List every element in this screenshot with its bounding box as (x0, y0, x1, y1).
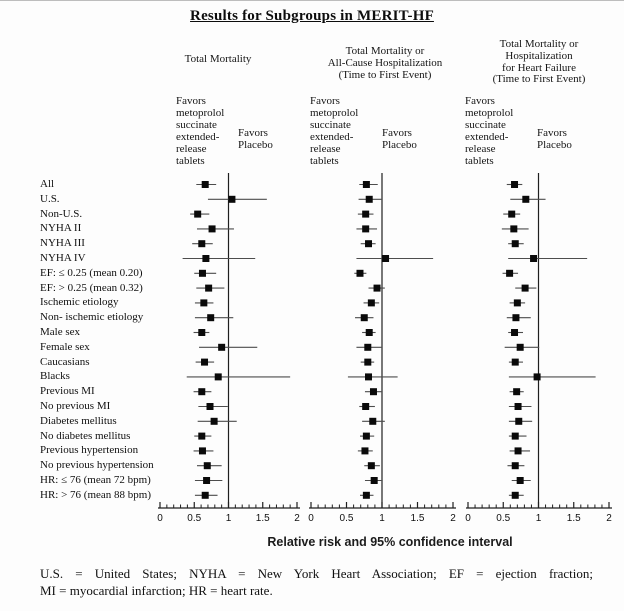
axis-tick-label: 2 (606, 513, 612, 524)
panel-3 (465, 173, 612, 524)
point-estimate-marker (374, 285, 381, 292)
point-estimate-marker (514, 299, 521, 306)
row-label-16: No previous MI (40, 400, 111, 412)
point-estimate-marker (517, 477, 524, 484)
row-label-5: NYHA III (40, 237, 85, 250)
axis-tick-label: 1 (225, 513, 232, 524)
point-estimate-marker (202, 255, 209, 262)
axis-tick-label: 1 (535, 513, 542, 524)
point-estimate-marker (364, 344, 371, 351)
favors-treatment-line: release (176, 143, 207, 155)
point-estimate-marker (361, 447, 368, 454)
point-estimate-marker (209, 225, 216, 232)
point-estimate-marker (512, 359, 519, 366)
point-estimate-marker (207, 403, 214, 410)
panel-2 (308, 173, 456, 524)
point-estimate-marker (364, 359, 371, 366)
point-estimate-marker (362, 211, 369, 218)
point-estimate-marker (513, 388, 520, 395)
figure-title: Results for Subgroups in MERIT-HF (190, 8, 434, 24)
point-estimate-marker (198, 329, 205, 336)
axis-tick-label: 2 (450, 513, 456, 524)
point-estimate-marker (371, 477, 378, 484)
favors-treatment-line: extended- (176, 131, 220, 143)
point-estimate-marker (512, 240, 519, 247)
row-label-9: Ischemic etiology (40, 296, 119, 309)
row-label-6: NYHA IV (40, 252, 86, 264)
axis-tick-label: 2 (294, 513, 300, 524)
point-estimate-marker (362, 225, 369, 232)
point-estimate-marker (363, 433, 370, 440)
panel-title-line: All-Cause Hospitalization (327, 56, 443, 69)
point-estimate-marker (530, 255, 537, 262)
point-estimate-marker (508, 211, 515, 218)
row-label-7: EF: ≤ 0.25 (mean 0.20) (40, 266, 143, 279)
point-estimate-marker (198, 433, 205, 440)
forest-plot-svg (0, 1, 624, 611)
point-estimate-marker (205, 285, 212, 292)
point-estimate-marker (199, 447, 206, 454)
point-estimate-marker (194, 211, 201, 218)
point-estimate-marker (522, 196, 529, 203)
point-estimate-marker (515, 418, 522, 425)
point-estimate-marker (200, 299, 207, 306)
point-estimate-marker (515, 447, 522, 454)
row-label-18: No diabetes mellitus (40, 429, 131, 442)
favors-treatment-line: extended- (465, 131, 509, 143)
point-estimate-marker (215, 373, 222, 380)
row-label-20: No previous hypertension (40, 459, 154, 472)
point-estimate-marker (228, 196, 235, 203)
point-estimate-marker (512, 314, 519, 321)
point-estimate-marker (512, 433, 519, 440)
point-estimate-marker (515, 403, 522, 410)
point-estimate-marker (363, 181, 370, 188)
favors-treatment-line: tablets (310, 155, 339, 167)
row-label-4: NYHA II (40, 222, 82, 235)
point-estimate-marker (511, 181, 518, 188)
point-estimate-marker (366, 329, 373, 336)
point-estimate-marker (199, 270, 206, 277)
row-label-1: All (40, 178, 55, 190)
point-estimate-marker (370, 388, 377, 395)
point-estimate-marker (218, 344, 225, 351)
favors-treatment-line: Favors (465, 95, 495, 107)
point-estimate-marker (366, 196, 373, 203)
panel-title-line: Total Mortality or (499, 38, 579, 50)
point-estimate-marker (362, 403, 369, 410)
point-estimate-marker (361, 314, 368, 321)
favors-treatment-line: release (465, 143, 496, 155)
favors-treatment-line: release (310, 143, 341, 155)
favors-treatment-line: metoprolol (465, 107, 514, 119)
favors-placebo-line: Placebo (537, 139, 572, 151)
panel-title-line: Hospitalization (505, 49, 573, 62)
row-label-12: Female sex (40, 340, 90, 353)
point-estimate-marker (198, 240, 205, 247)
point-estimate-marker (368, 299, 375, 306)
row-label-10: Non- ischemic etiology (40, 311, 144, 324)
panel-title-line: Total Mortality or (345, 45, 425, 57)
footnote-line-1: U.S. = United States; NYHA = New York Heart Association; EF = ejection fraction; (40, 566, 593, 581)
point-estimate-marker (202, 492, 209, 499)
point-estimate-marker (517, 344, 524, 351)
axis-tick-label: 0.5 (496, 513, 511, 524)
row-label-17: Diabetes mellitus (40, 414, 117, 427)
point-estimate-marker (211, 418, 218, 425)
favors-treatment-line: Favors (310, 95, 340, 107)
favors-placebo-line: Placebo (382, 139, 417, 151)
panel-title-line: (Time to First Event) (492, 73, 586, 86)
point-estimate-marker (356, 270, 363, 277)
point-estimate-marker (510, 225, 517, 232)
point-estimate-marker (506, 270, 513, 277)
point-estimate-marker (368, 462, 375, 469)
favors-placebo-line: Favors (382, 127, 412, 139)
row-label-19: Previous hypertension (40, 444, 139, 457)
point-estimate-marker (512, 462, 519, 469)
favors-treatment-line: tablets (176, 155, 205, 167)
panel-title-line: for Heart Failure (502, 61, 576, 74)
point-estimate-marker (198, 388, 205, 395)
favors-treatment-line: Favors (176, 95, 206, 107)
axis-tick-label: 0 (157, 513, 163, 524)
favors-treatment-line: metoprolol (176, 107, 225, 119)
panel-title-line: Total Mortality (184, 53, 252, 65)
axis-tick-label: 0.5 (339, 513, 354, 524)
row-label-21: HR: ≤ 76 (mean 72 bpm) (40, 474, 151, 486)
favors-treatment-line: succinate (465, 119, 506, 131)
point-estimate-marker (202, 181, 209, 188)
row-label-14: Blacks (40, 370, 70, 383)
point-estimate-marker (365, 240, 372, 247)
point-estimate-marker (201, 359, 208, 366)
x-axis-label: Relative risk and 95% confidence interval (267, 535, 513, 549)
axis-tick-label: 1.5 (566, 513, 581, 524)
row-label-15: Previous MI (40, 385, 95, 398)
favors-placebo-line: Favors (238, 127, 268, 139)
point-estimate-marker (534, 373, 541, 380)
axis-tick-label: 0 (465, 513, 471, 524)
favors-treatment-line: tablets (465, 155, 494, 167)
favors-treatment-line: extended- (310, 131, 354, 143)
axis-tick-label: 1 (379, 513, 385, 524)
row-label-3: Non-U.S. (40, 207, 83, 220)
point-estimate-marker (512, 492, 519, 499)
row-label-22: HR: > 76 (mean 88 bpm) (40, 488, 151, 501)
favors-treatment-line: succinate (176, 119, 217, 131)
axis-tick-label: 1.5 (255, 513, 270, 524)
axis-tick-label: 1.5 (410, 513, 425, 524)
favors-placebo-line: Favors (537, 127, 567, 139)
point-estimate-marker (204, 462, 211, 469)
point-estimate-marker (522, 285, 529, 292)
point-estimate-marker (207, 314, 214, 321)
row-label-8: EF: > 0.25 (mean 0.32) (40, 281, 143, 294)
point-estimate-marker (369, 418, 376, 425)
row-label-13: Caucasians (40, 355, 90, 368)
axis-tick-label: 0.5 (187, 513, 202, 524)
row-label-11: Male sex (40, 326, 81, 338)
favors-treatment-line: metoprolol (310, 107, 359, 119)
point-estimate-marker (363, 492, 370, 499)
point-estimate-marker (382, 255, 389, 262)
point-estimate-marker (203, 477, 210, 484)
panel-title-line: (Time to First Event) (338, 68, 432, 81)
row-label-2: U.S. (40, 192, 60, 205)
point-estimate-marker (511, 329, 518, 336)
panel-1 (157, 173, 300, 524)
favors-placebo-line: Placebo (238, 139, 273, 151)
footnote-line-2: MI = myocardial infarction; HR = heart rate. (40, 583, 273, 598)
favors-treatment-line: succinate (310, 119, 351, 131)
point-estimate-marker (365, 373, 372, 380)
axis-tick-label: 0 (308, 513, 314, 524)
